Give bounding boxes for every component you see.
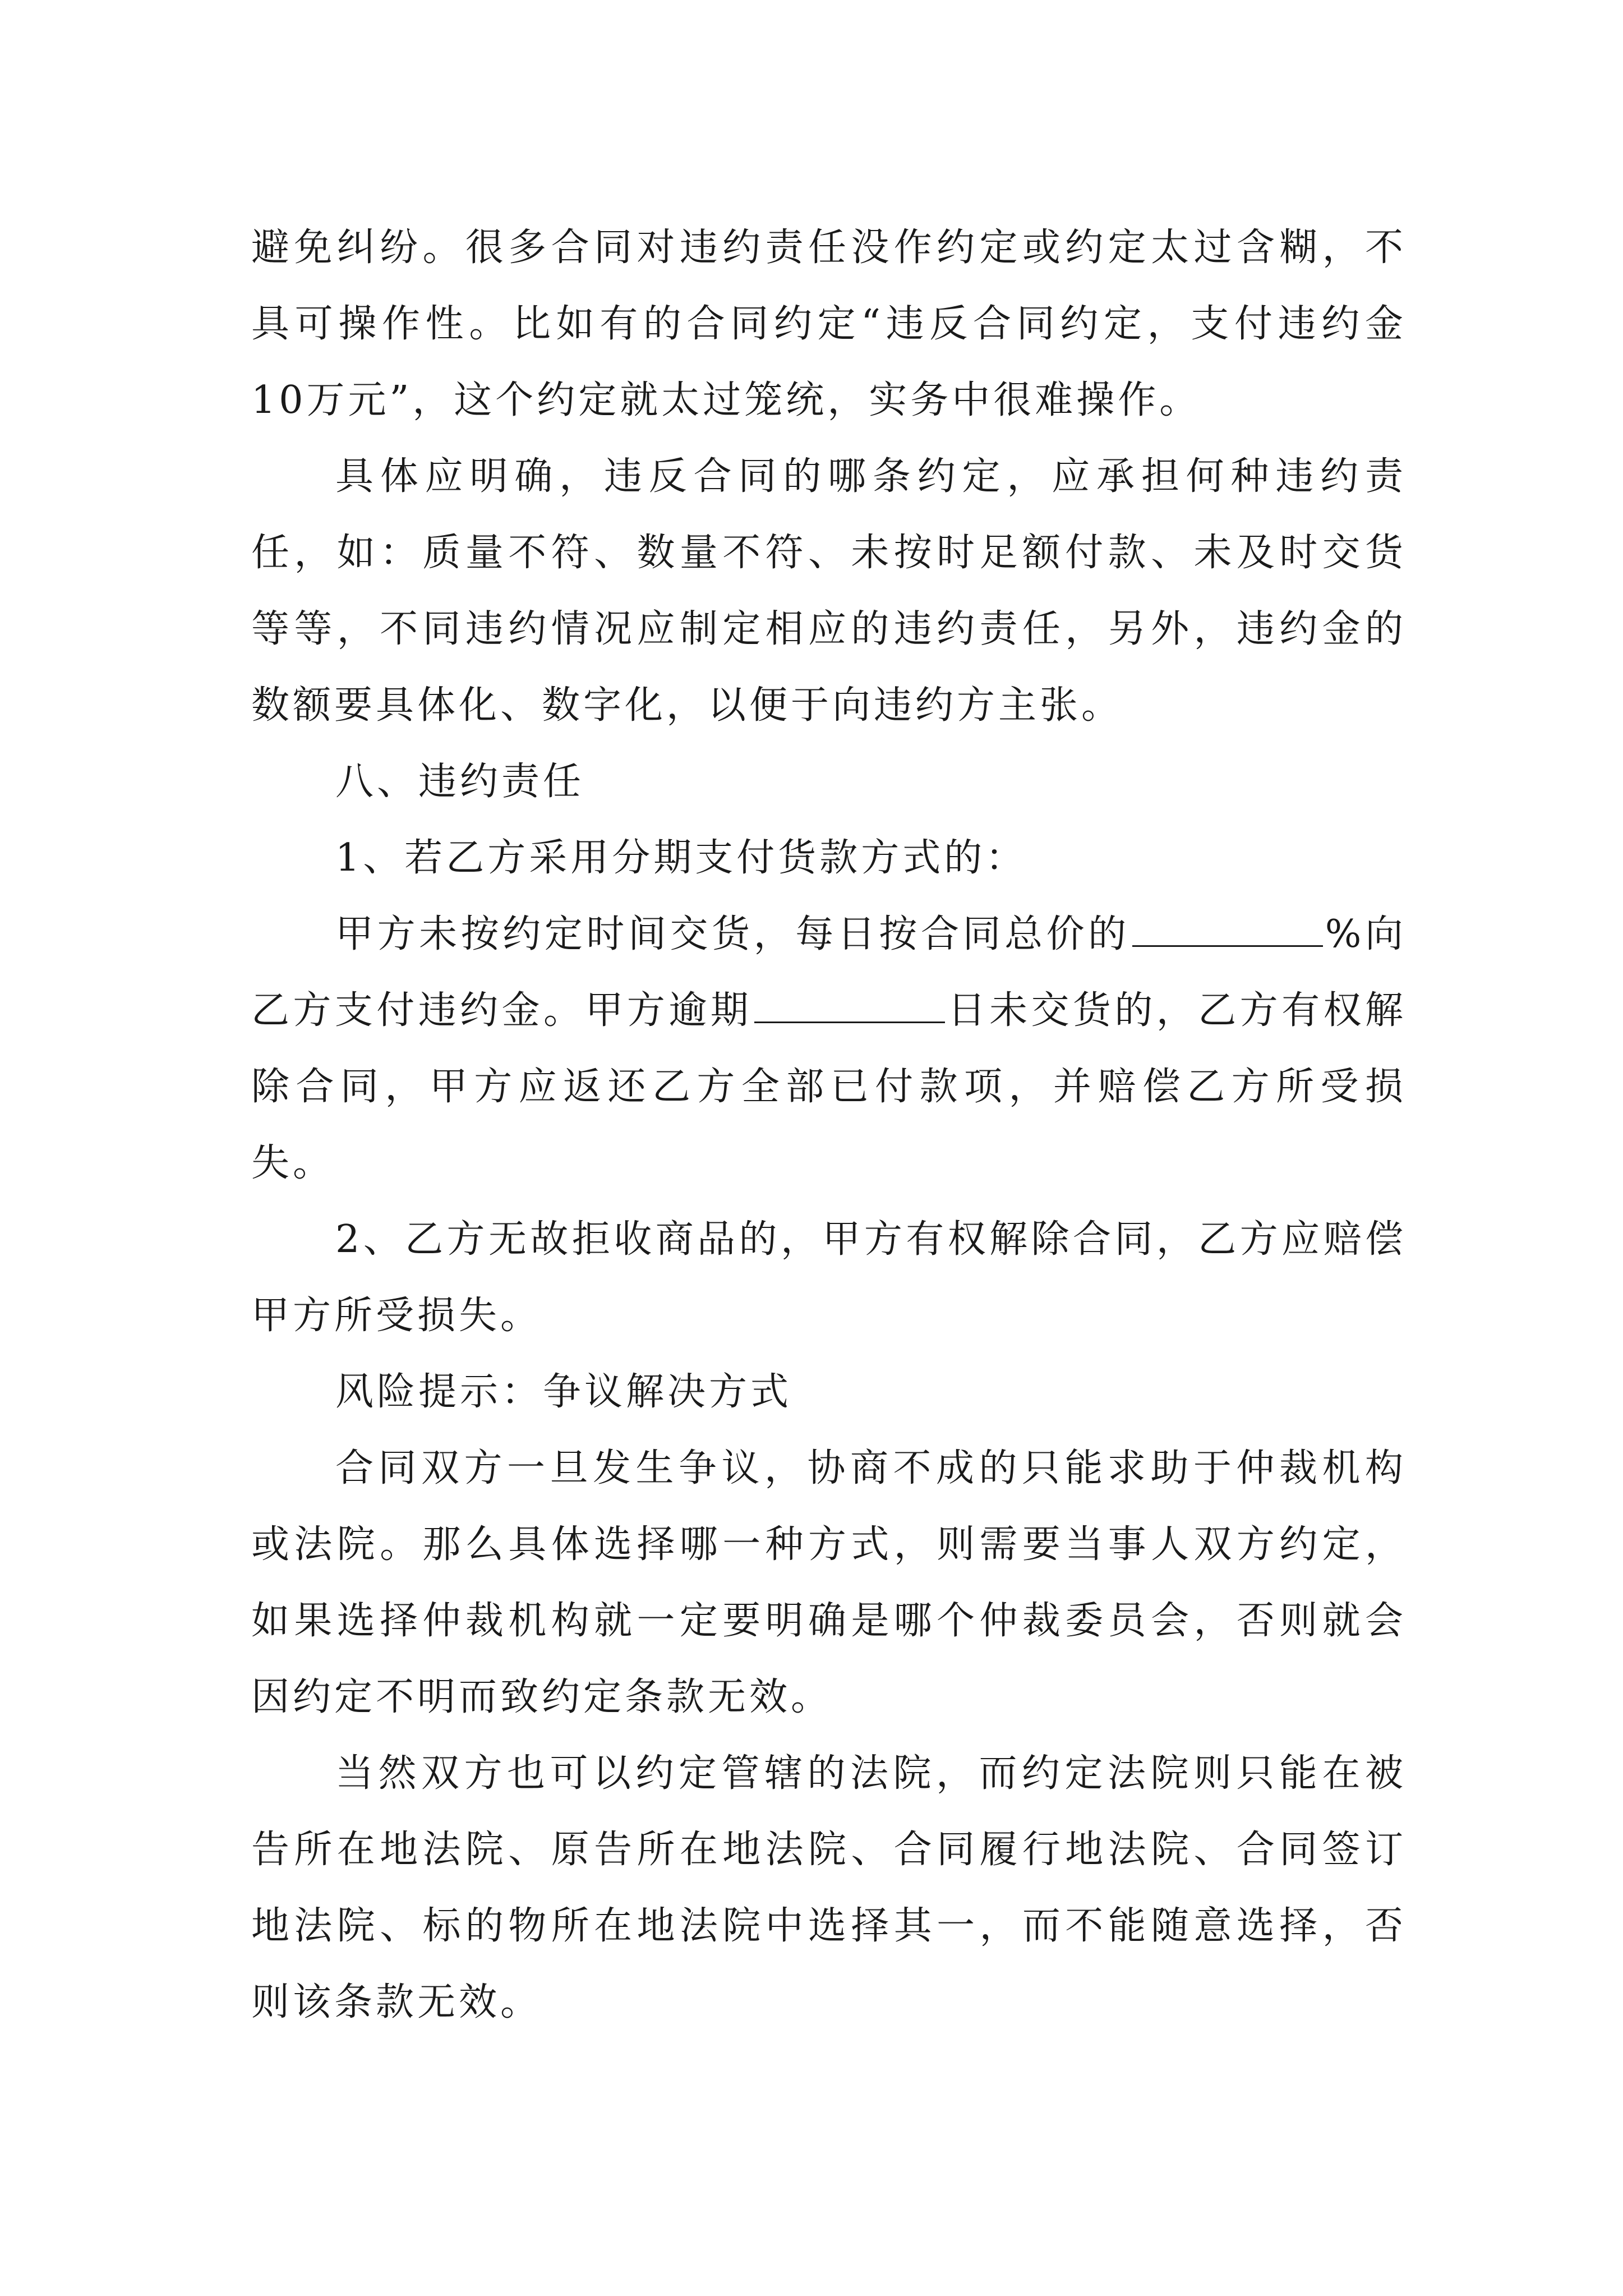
clause-1-heading: 1、若乙方采用分期支付货款方式的： — [335, 836, 1027, 880]
clause-1-body — [251, 896, 1407, 1202]
clause-1-text-a: 甲方未按约定时间交货，每日按合同总价的 — [335, 912, 1130, 956]
paragraph-specifics: 具体应明确，违反合同的哪条约定，应承担何种违约责任，如：质量不符、数量不符、未按时足额付款、未及时交货等等，不同违约情况应制定相应的违约责任，另外，违约金的数额要具体化、数字化，以便于向违约方主张。 — [251, 454, 1407, 728]
risk-heading: 风险提示：争议解决方式 — [335, 1370, 792, 1414]
days-blank-field[interactable] — [754, 989, 945, 1023]
section-heading-liability: 八、违约责任 — [335, 760, 585, 804]
paragraph-continuation: 避免纠纷。很多合同对违约责任没作约定或约定太过含糊，不具可操作性。比如有的合同约定“违反合同约定，支付违约金10万元”，这个约定就太过笼统，实务中很难操作。 — [251, 226, 1407, 422]
percent-blank-field[interactable] — [1132, 913, 1323, 947]
document-body — [251, 210, 1407, 2041]
paragraph-court: 当然双方也可以约定管辖的法院，而约定法院则只能在被告所在地法院、原告所在地法院、合同履行地法院、合同签订地法院、标的物所在地法院中选择其一，而不能随意选择，否则该条款无效。 — [251, 1751, 1407, 2024]
clause-1-text-c: 日未交货的，乙方有权解除合同，甲方应返还乙方全部已付款项，并赔偿乙方所受损失。 — [251, 988, 1407, 1185]
clause-1-text-b: %向乙方支付违约金。甲方逾期 — [251, 912, 1407, 1033]
paragraph-dispute: 合同双方一旦发生争议，协商不成的只能求助于仲裁机构或法院。那么具体选择哪一种方式，则需要当事人双方约定，如果选择仲裁机构就一定要明确是哪个仲裁委员会，否则就会因约定不明而致约定条款无效。 — [251, 1446, 1407, 1719]
clause-2: 2、乙方无故拒收商品的，甲方有权解除合同，乙方应赔偿甲方所受损失。 — [251, 1217, 1407, 1338]
